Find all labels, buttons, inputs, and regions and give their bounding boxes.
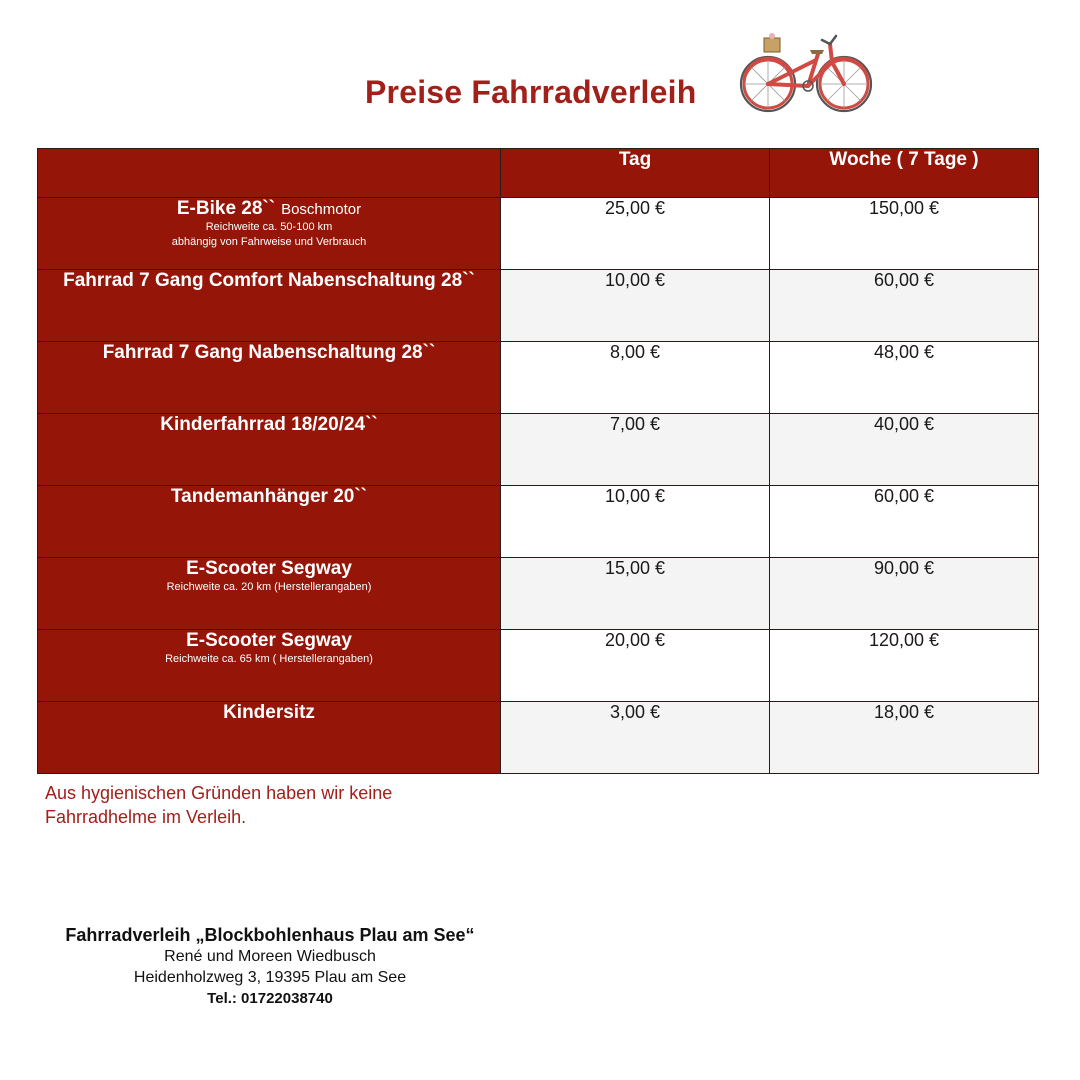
price-tag: 20,00 € (501, 630, 770, 702)
note-line: Fahrradhelme im Verleih. (45, 807, 247, 827)
price-tag: 15,00 € (501, 558, 770, 630)
table-header-row (38, 149, 1039, 198)
price-tag: 7,00 € (501, 414, 770, 486)
price-woche: 40,00 € (770, 414, 1039, 486)
item-name: Fahrrad 7 Gang Comfort Nabenschaltung 28`` (63, 270, 475, 291)
price-woche: 150,00 € (770, 198, 1039, 270)
item-sub: abhängig von Fahrweise und Verbrauch (171, 236, 367, 248)
item-name: E-Scooter Segway (186, 630, 352, 651)
item-cell (38, 270, 501, 342)
price-woche: 18,00 € (770, 702, 1039, 774)
item-name: E-Scooter Segway (186, 558, 352, 579)
page-title: Preise Fahrradverleih (365, 74, 697, 110)
table-row (38, 414, 1039, 486)
item-name: Fahrrad 7 Gang Nabenschaltung 28`` (102, 342, 436, 363)
item-cell (38, 486, 501, 558)
item-cell (38, 630, 501, 702)
table-row (38, 702, 1039, 774)
price-tag: 25,00 € (501, 198, 770, 270)
price-woche: 60,00 € (770, 486, 1039, 558)
helmet-note (45, 781, 392, 829)
table-row (38, 486, 1039, 558)
item-name: Tandemanhänger 20`` (170, 486, 368, 507)
item-cell (38, 342, 501, 414)
item-cell (38, 198, 501, 270)
item-name: E-Bike 28`` (176, 198, 276, 219)
price-tag: 3,00 € (501, 702, 770, 774)
bicycle-icon (736, 22, 876, 118)
table-row (38, 270, 1039, 342)
item-name: Kindersitz (223, 702, 315, 723)
price-woche: 60,00 € (770, 270, 1039, 342)
item-extra: Boschmotor (281, 201, 362, 218)
item-cell (38, 702, 501, 774)
note-line: Aus hygienischen Gründen haben wir keine (45, 783, 393, 803)
item-sub: Reichweite ca. 50-100 km (205, 221, 333, 233)
price-table (37, 148, 1039, 774)
item-name: Kinderfahrrad 18/20/24`` (160, 414, 378, 435)
table-row (38, 558, 1039, 630)
footer-address: Heidenholzweg 3, 19395 Plau am See (133, 969, 407, 986)
header-woche: Woche ( 7 Tage ) (770, 149, 1039, 198)
footer-contact (45, 924, 495, 1010)
item-sub: Reichweite ca. 20 km (Herstellerangaben) (166, 581, 372, 593)
table-row (38, 342, 1039, 414)
price-woche: 90,00 € (770, 558, 1039, 630)
item-sub: Reichweite ca. 65 km ( Herstellerangaben) (165, 653, 373, 665)
table-row (38, 198, 1039, 270)
table-row (38, 630, 1039, 702)
footer-owners: René und Moreen Wiedbusch (164, 948, 376, 965)
header-tag: Tag (501, 149, 770, 198)
item-cell (38, 414, 501, 486)
price-woche: 48,00 € (770, 342, 1039, 414)
footer-phone: Tel.: 01722038740 (207, 990, 333, 1007)
price-tag: 10,00 € (501, 270, 770, 342)
header-item (38, 149, 501, 198)
price-tag: 10,00 € (501, 486, 770, 558)
price-tag: 8,00 € (501, 342, 770, 414)
price-woche: 120,00 € (770, 630, 1039, 702)
item-cell (38, 558, 501, 630)
footer-title: Fahrradverleih „Blockbohlenhaus Plau am See“ (65, 925, 475, 945)
